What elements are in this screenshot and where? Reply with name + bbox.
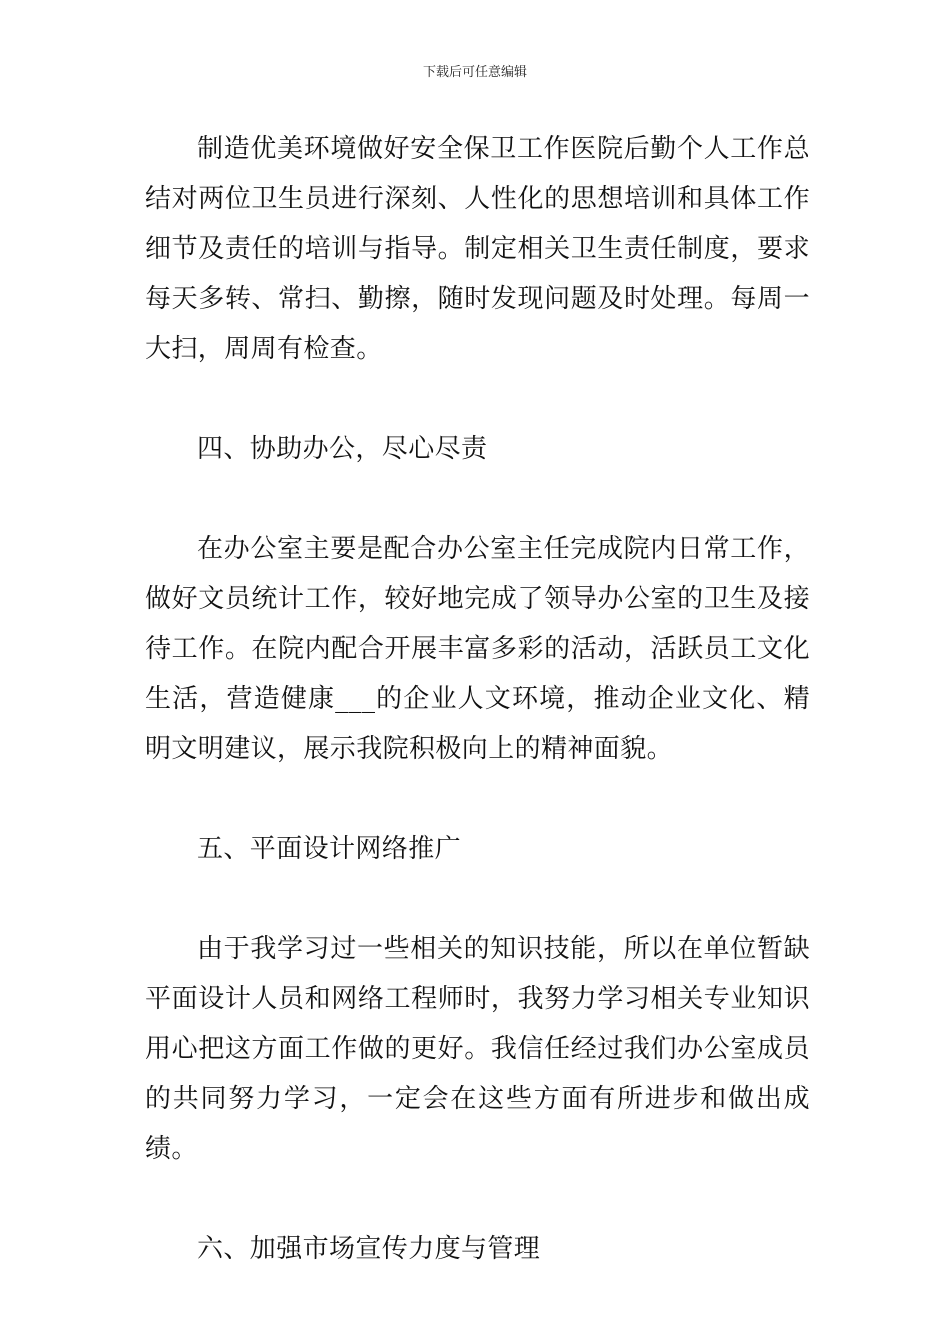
section-heading-graphic-design: 五、平面设计网络推广 xyxy=(197,834,462,864)
header-note: 下载后可任意编辑 xyxy=(422,65,527,80)
paragraph-office-work: 在办公室主要是配合办公室主任完成院内日常工作，做好文员统计工作，较好地完成了领导办公室的卫生及接待工作。在院内配合开展丰富多彩的活动，活跃员工文化生活，营造健康___的企业人文环境，推动企业文化、精明文明建议，展示我院积极向上的精神面貌。 xyxy=(145,534,810,764)
paragraph-spacer xyxy=(145,874,810,924)
paragraph-spacer xyxy=(145,374,810,424)
paragraph-spacer xyxy=(145,774,810,824)
paragraph-sanitation: 制造优美环境做好安全保卫工作医院后勤个人工作总结对两位卫生员进行深刻、人性化的思想培训和具体工作细节及责任的培训与指导。制定相关卫生责任制度，要求每天多转、常扫、勤擦，随时发现问题及时处理。每周一大扫，周周有检查。 xyxy=(145,134,810,364)
paragraph-spacer xyxy=(145,474,810,524)
section-heading-office-assistance: 四、协助办公，尽心尽责 xyxy=(197,434,488,464)
paragraph-spacer xyxy=(145,1174,810,1224)
paragraph-design-network: 由于我学习过一些相关的知识技能，所以在单位暂缺平面设计人员和网络工程师时，我努力学习相关专业知识用心把这方面工作做的更好。我信任经过我们办公室成员的共同努力学习，一定会在这些方面有所进步和做出成绩。 xyxy=(145,934,810,1164)
document-body xyxy=(145,124,810,1274)
section-heading-marketing: 六、加强市场宣传力度与管理 xyxy=(197,1234,541,1264)
